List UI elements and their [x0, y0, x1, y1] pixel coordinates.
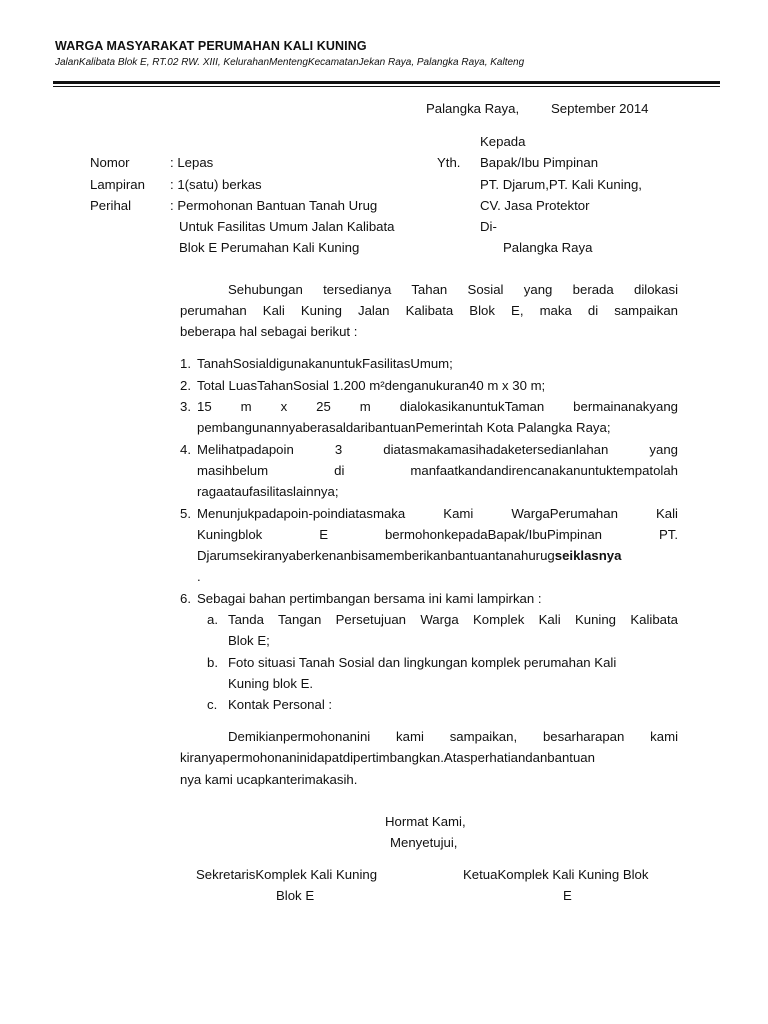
closing-line: nya kami ucapkanterimakasih. — [180, 772, 358, 787]
item-1-text: TanahSosialdigunakanuntukFasilitasUmum; — [197, 356, 453, 371]
sub-item-b-text: Foto situasi Tanah Sosial dan lingkungan komplek perumahan Kali — [228, 655, 617, 670]
item-3-text: 15 m x 25 m dialokasikanuntukTaman bermainanakyang — [197, 399, 678, 414]
addressee-line: PT. Djarum,PT. Kali Kuning, — [480, 177, 642, 192]
signatory-left-unit: Blok E — [276, 888, 315, 903]
addressee-line: Palangka Raya — [503, 240, 593, 255]
item-3-text: pembangunannyaberasaldaribantuanPemerintah Kota Palangka Raya; — [197, 420, 611, 435]
addressee-line: Di- — [480, 219, 497, 234]
sub-item-b-text: Kuning blok E. — [228, 676, 314, 691]
letterhead-org-name: WARGA MASYARAKAT PERUMAHAN KALI KUNING — [55, 39, 367, 53]
item-number: 4. — [180, 442, 191, 457]
closing-line: kiranyapermohonaninidapatdipertimbangkan.Atasperhatiandanbantuan — [180, 750, 595, 765]
item-5-text: Menunjukpadapoin-poindiatasmaka Kami WargaPerumahan Kali — [197, 506, 678, 521]
item-5-text: Kuningblok E bermohonkepadaBapak/IbuPimpinan PT. — [197, 527, 678, 542]
closing-line: Demikianpermohonanini kami sampaikan, besarharapan kami — [228, 729, 678, 744]
nomor-label: Nomor — [90, 155, 130, 170]
date: September 2014 — [551, 101, 649, 116]
date-place: Palangka Raya, — [426, 101, 520, 116]
signatory-right: KetuaKomplek Kali Kuning Blok — [463, 867, 649, 882]
item-4-text: ragaataufasilitaslainnya; — [197, 484, 339, 499]
regards: Hormat Kami, — [385, 814, 466, 829]
addressee-line: CV. Jasa Protektor — [480, 198, 590, 213]
item-6-text: Sebagai bahan pertimbangan bersama ini kami lampirkan : — [197, 591, 542, 606]
item-5-text-part: Djarumsekiranyaberkenanbisamemberikanbantuantanahurug — [197, 548, 555, 563]
item-5-period: . — [197, 569, 201, 584]
item-number: 3. — [180, 399, 191, 414]
lampiran-value: : 1(satu) berkas — [170, 177, 262, 192]
item-4-text: Melihatpadapoin 3 diatasmakamasihadaketersedianlahan yang — [197, 442, 678, 457]
perihal-value: : Permohonan Bantuan Tanah Urug — [170, 198, 378, 213]
signatory-left: SekretarisKomplek Kali Kuning — [196, 867, 378, 882]
addressee-line: Bapak/Ibu Pimpinan — [480, 155, 599, 170]
sub-item-c-text: Kontak Personal : — [228, 697, 333, 712]
intro-line: perumahan Kali Kuning Jalan Kalibata Blok E, maka di sampaikan — [180, 303, 678, 318]
perihal-line-3: Blok E Perumahan Kali Kuning — [179, 240, 360, 255]
item-2-text: Total LuasTahanSosial 1.200 m²denganukuran40 m x 30 m; — [197, 378, 546, 393]
sub-item-a-text: Blok E; — [228, 633, 270, 648]
intro-line: beberapa hal sebagai berikut : — [180, 324, 358, 339]
letterhead-address: JalanKalibata Blok E, RT.02 RW. XIII, KelurahanMentengKecamatanJekan Raya, Palangka Raya, Kalteng — [55, 57, 525, 68]
addressee-line: Kepada — [480, 134, 526, 149]
lampiran-label: Lampiran — [90, 177, 145, 192]
header-rule-thick — [53, 81, 720, 84]
item-number: 6. — [180, 591, 191, 606]
item-number: 2. — [180, 378, 191, 393]
perihal-label: Perihal — [90, 198, 132, 213]
approve: Menyetujui, — [390, 835, 458, 850]
item-4-text: masihbelum di manfaatkandandirencanakanuntuktempatolah — [197, 463, 678, 478]
sub-item-mark: a. — [207, 612, 218, 627]
sub-item-a-text: Tanda Tangan Persetujuan Warga Komplek Kali Kuning Kalibata — [228, 612, 678, 627]
item-number: 5. — [180, 506, 191, 521]
item-5-text — [197, 548, 621, 563]
header-rule-thin — [53, 86, 720, 87]
intro-line: Sehubungan tersedianya Tahan Sosial yang berada dilokasi — [228, 282, 678, 297]
nomor-value: : Lepas — [170, 155, 214, 170]
item-number: 1. — [180, 356, 191, 371]
perihal-line-2: Untuk Fasilitas Umum Jalan Kalibata — [179, 219, 395, 234]
item-5-bold-word: seiklasnya — [554, 548, 622, 563]
signatory-right-unit: E — [563, 888, 572, 903]
sub-item-mark: c. — [207, 697, 218, 712]
sub-item-mark: b. — [207, 655, 218, 670]
addressee-label: Yth. — [437, 155, 461, 170]
